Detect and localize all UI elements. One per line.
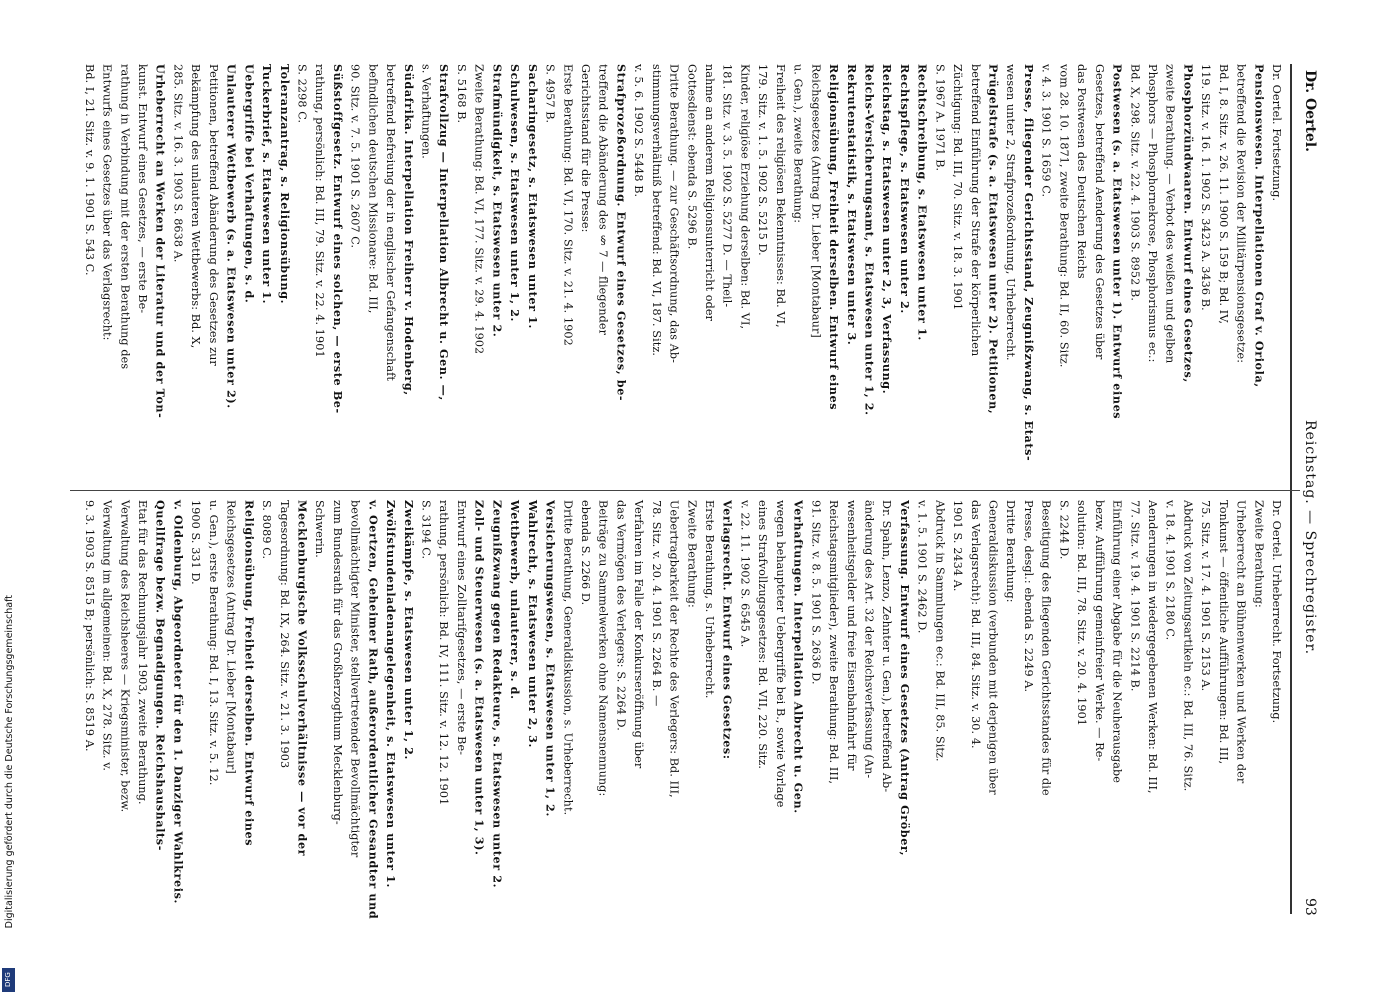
left-column-line: Gottesdienst: ebenda S. 5296 B. [685, 64, 699, 250]
left-column-line: Reichstag, s. Etatswesen unter 2, 3, Verfassung. [880, 64, 895, 395]
left-column-line: Kinder, religiöse Erziehung derselben: Bd. VI, [738, 64, 752, 330]
left-column-line: Dr. Oertel. Fortsetzung. [1270, 64, 1283, 202]
right-column-line: Beiträge zu Sammelwerken ohne Namensnennung: [596, 500, 610, 797]
left-column-line: Gerichtsstand für die Presse: [578, 64, 592, 233]
left-column-line: befindlichen deutschen Missionare: Bd. III, [366, 64, 380, 314]
right-column-line: 1901 S. 2434 A. [951, 500, 965, 592]
right-column-line: Etat für das Rechnungsjahr 1903, zweite Berathung. [136, 500, 149, 805]
dfg-logo: DFG [2, 968, 15, 992]
left-column-line: Phosphorzündwaaren. Entwurf eines Gesetzes, [1181, 64, 1196, 383]
right-column-line: solution: Bd. III, 78. Sitz. v. 20. 4. 1901 [1075, 500, 1089, 727]
left-column-line: Reichs-Versicherungsamt, s. Etatswesen unter 1, 2. [862, 64, 877, 416]
left-column-line: Postwesen (s. a. Etatswesen unter 1). Entwurf eines [1110, 64, 1125, 420]
left-column-line: Phosphors — Phosphornekrose, Phosphorismus ec.: [1145, 64, 1159, 363]
right-column-line: Verhaftungen. Interpellation Albrecht u. Gen. [791, 500, 806, 814]
right-column-line: Dritte Berathung: [1004, 500, 1018, 603]
right-column-line: wegen behaupteter Uebergriffe bei B., sowie Vorlage [773, 500, 787, 808]
left-column-line: S. 4957 B. [543, 64, 557, 124]
left-column-line: Erste Berathung: Bd. VI, 170. Sitz. v. 21. 4. 1902 [561, 64, 575, 346]
right-column-line: Einführung einer Abgabe für die Neuherausgabe [1110, 500, 1124, 784]
left-column-line: rathung, persönlich: Bd. III, 79. Sitz. v. 22. 4. 1901 [313, 64, 327, 358]
right-column-line: v. 18. 4. 1901 S. 2180 C. [1163, 500, 1177, 641]
right-column-line: das Verlagsrecht): Bd. III, 84. Sitz. v. 30. 4. [968, 500, 982, 749]
left-column-line: S. 2298 C. [295, 64, 309, 124]
left-column-line: Bd. I, 8. Sitz. v. 26. 11. 1900 S. 159 B; Bd. IV, [1216, 64, 1230, 325]
left-column-line: betreffend die Revision der Militärpensionsgesetze: [1234, 64, 1248, 364]
right-column-line: Dr. Spahn, Lenzo, Zehnter u. Gen.), betreffend Ab- [880, 500, 894, 793]
right-column-line: eines Strafvollzugsgesetzes: Bd. VII, 220. Sitz. [756, 500, 770, 770]
right-column-line: Reichstagsmitglieder), zweite Berathung: Bd. III, [827, 500, 841, 785]
right-column-line: Uebertragbarkeit der Rechte des Verlegers: Bd. III, [667, 500, 681, 798]
left-column-line: Südafrika. Interpellation Freiherr v. Hodenberg, [401, 64, 416, 396]
right-column-line: Schwerin. [313, 500, 327, 558]
left-column-line: Entwurfs eines Gesetzes über das Verlagsrecht: [100, 64, 114, 341]
left-column-line: v. 4. 3. 1901 S. 1659 C. [1039, 64, 1053, 198]
right-column-line: v. 1. 5. 1901 S. 2462 D. [915, 500, 929, 634]
left-column-line: stimmungsverhältniß betreffend: Bd. VI, 187. Sitz. [649, 64, 663, 356]
right-column-line: 9. 3. 1903 S. 8515 B; persönlich: S. 8519 A. [82, 500, 96, 752]
left-column-line: Zweite Berathung: Bd. VI, 177. Sitz. v. 29. 4. 1902 [472, 64, 486, 355]
right-column-line: Erste Berathung, s. Urheberrecht. [703, 500, 716, 699]
left-column-line: Tuckerbrief, s. Etatswesen unter 1. [260, 64, 275, 305]
right-column-line: Zweikämpfe, s. Etatswesen unter 1, 2. [401, 500, 416, 761]
right-column-line: ebenda S. 2266 D. [578, 500, 592, 606]
right-column-line: änderung des Art. 32 der Reichsverfassung (An- [862, 500, 876, 779]
right-column-line: 75. Sitz. v. 17. 4. 1901 S. 2153 A. [1199, 500, 1213, 692]
right-column-line: Verlagsrecht. Entwurf eines Gesetzes: [720, 500, 735, 760]
right-column-line: Dritte Berathung, Generaldiskussion, s. Urheberrecht. [561, 500, 575, 816]
right-column-line: Versicherungswesen, s. Etatswesen unter 1, 2. [543, 500, 558, 817]
left-column-line: Rekrutenstatistik, s. Etatswesen unter 3. [844, 64, 859, 346]
right-column-line: Verwaltung des Reichsheeres — Kriegsminister, bezw. [118, 500, 132, 813]
right-column [80, 500, 1285, 925]
left-column-line: Strafprozeßordnung. Entwurf eines Gesetzes, be- [614, 64, 629, 402]
left-column-line: Pensionswesen. Interpellationen Graf v. Oriola, [1252, 64, 1267, 388]
left-column-line: v. 5. 6. 1902 S. 5448 B. [632, 64, 646, 198]
right-column-line: 91. Sitz. v. 8. 5. 1901 S. 2636 D. [809, 500, 823, 685]
left-column-line: Süßstoffgesetz. Entwurf eines solchen, — erste Be- [330, 64, 345, 414]
left-column-line: vom 28. 10. 1871, zweite Berathung: Bd. II, 60. Sitz. [1057, 64, 1071, 368]
right-column-line: Tagesordnung: Bd. IX, 264. Sitz. v. 21. 3. 1903 [277, 500, 291, 769]
right-column-line: 1900 S. 331 D. [189, 500, 203, 585]
left-column-line: Petitionen, betreffend Abänderung des Gesetzes zur [206, 64, 220, 366]
left-column-line: kunst. Entwurf eines Gesetzes, — erste Be- [136, 64, 149, 314]
right-column-line: Verfahren im Falle der Konkurseröffnung über [632, 500, 646, 769]
right-column-line: bevollmächtigter Minister, stellvertretender Bevollmächtigter [348, 500, 362, 858]
right-column-line: rathung, persönlich: Bd. IV, 111. Sitz. v. 12. 12. 1901 [437, 500, 451, 806]
left-column-line: Rechtschreibung, s. Etatswesen unter 1. [915, 64, 930, 341]
left-column-line: Gesetzes, betreffend Aenderung des Gesetzes über [1092, 64, 1106, 360]
right-column-line: Zwölfstundenladenangelegenheit, s. Etatswesen unter 1. [384, 500, 399, 889]
right-column-line: 77. Sitz. v. 19. 4. 1901 S. 2214 B. [1128, 500, 1142, 692]
header-rule [1290, 64, 1292, 914]
right-column-line: Abdruck von Zeitungsartikeln ec.: Bd. III, 76. Sitz. [1181, 500, 1195, 792]
running-head-title: Reichstag. — Sprechregister. [1302, 420, 1318, 656]
left-column-line: s. Verhaftungen. [419, 64, 433, 159]
right-column-line: Quellfrage bezw. Begnadigungen. Reichshaushalts- [153, 500, 168, 851]
right-column-line: Mecklenburgische Volksschulverhältnisse — vor der [295, 500, 310, 857]
right-column-line: Zeugnißzwang gegen Redakteure, s. Etatswesen unter 2. [490, 500, 505, 889]
right-column-line: Beseitigung des fliegenden Gerichtsstandes für die [1039, 500, 1053, 796]
left-column-line: rathung in Verbindung mit der ersten Berathung des [118, 64, 132, 370]
left-column-line: Bd. X, 298. Sitz. v. 22. 4. 1903 S. 8952 B. [1128, 64, 1142, 301]
right-column-line: Religionsübung, Freiheit derselben. Entwurf eines [242, 500, 257, 847]
left-column-line: Reichsgesetzes (Antrag Dr. Lieber [Montabaur] [809, 64, 823, 338]
left-column-line: zweite Berathung. — Verbot des weißen und gelben [1163, 64, 1177, 364]
right-column-line: Dr. Oertel. Urheberrecht. Fortsetzung. [1270, 500, 1283, 724]
left-column [80, 64, 1285, 484]
right-column-line: Abdruck in Sammlungen ec.: Bd. III, 85. Sitz. [933, 500, 947, 762]
left-column-line: betreffend Einführung der Strafe der körperlichen [968, 64, 982, 357]
left-column-line: 181. Sitz. v. 3. 5. 1902 S. 5277 D. — Theil- [720, 64, 734, 308]
left-column-line: S. 1967 A. 1971 B. [933, 64, 947, 172]
right-column-line: Wettbewerb, unlauterer, s. d. [508, 500, 523, 700]
left-column-line: Freiheit des religiösen Bekenntnisses: Bd. VI, [773, 64, 787, 328]
right-column-line: Wahlrecht, s. Etatswesen unter 2, 3. [525, 500, 540, 749]
right-column-line: v. Oertzen, Geheimer Rath, außerordentlicher Gesandter und [366, 500, 381, 920]
right-column-line: Verfassung. Entwurf eines Gesetzes (Antrag Gröber, [897, 500, 912, 857]
left-column-line: Dritte Berathung. — zur Geschäftsordnung, das Ab- [667, 64, 681, 364]
left-column-line: nahme an anderem Religionsunterricht oder [703, 64, 716, 321]
left-column-line: 119. Sitz. v. 16. 1. 1902 S. 3423 A. 3436 B. [1199, 64, 1213, 311]
left-column-line: Bd. I, 21. Sitz. v. 9. 1. 1901 S. 543 C. [82, 64, 96, 276]
right-column-line: S. 8089 C. [260, 500, 274, 560]
column-divider [70, 490, 1300, 491]
right-column-line: u. Gen.), erste Berathung: Bd. I, 13. Sitz. v. 5. 12. [206, 500, 220, 786]
right-column-line: S. 2244 D. [1057, 500, 1071, 560]
right-column-line: Generaldiskussion (verbunden mit derjenigen über [986, 500, 1000, 795]
right-column-line: Zweite Berathung: [685, 500, 699, 608]
right-column-line: wesenheitsgelder und freie Eisenbahnfahrt für [844, 500, 858, 771]
right-column-line: Urheberrecht an Bühnenwerken und Werken der [1234, 500, 1248, 784]
left-column-line: treffend die Abänderung des § 7 — fliegender [596, 64, 610, 336]
left-column-line: Urheberrecht an Werken der Literatur und der Ton- [153, 64, 168, 419]
right-column-line: Presse, desgl.: ebenda S. 2249 A. [1021, 500, 1035, 693]
right-column-line: Tonkunst — öffentliche Aufführungen: Bd. III, [1216, 500, 1230, 765]
left-column-line: Religionsübung, Freiheit derselben. Entwurf eines [827, 64, 842, 411]
left-column-line: das Postwesen des Deutschen Reichs [1075, 64, 1089, 279]
right-column-line: v. 22. 11. 1902 S. 6545 A. [738, 500, 752, 648]
left-column-line: Schulwesen, s. Etatswesen unter 1, 2. [508, 64, 523, 322]
left-column-line: 179. Sitz. v. 1. 5. 1902 S. 5215 D. [756, 64, 770, 256]
right-column-line: Zoll- und Steuerwesen (s. a. Etatswesen unter 1, 3). [472, 500, 487, 856]
left-column-line: Uebergriffe bei Verhaftungen, s. d. [242, 64, 257, 304]
right-column-line: Entwurf eines Zolltarifgesetzes, — erste Be- [454, 500, 468, 756]
left-column-line: 285. Sitz. v. 16. 3. 1903 S. 8638 A. [171, 64, 185, 263]
left-column-line: Unlauterer Wettbewerb (s. a. Etatswesen unter 2). [224, 64, 239, 409]
right-column-line: S. 3194 C. [419, 500, 433, 560]
left-column-line: Sacharingesetz, s. Etatswesen unter 1. [525, 64, 540, 329]
right-column-line: bezw. Aufführung gemeinfreier Werke. — Re- [1092, 500, 1106, 762]
left-column-line: S. 5168 B. [454, 64, 468, 124]
right-column-line: Aenderungen in wiedergegebenen Werken: Bd. III, [1145, 500, 1159, 794]
right-column-line: Reichsgesetzes (Antrag Dr. Lieber [Montabaur] [224, 500, 238, 774]
left-column-line: Rechtspflege, s. Etatswesen unter 2. [897, 64, 912, 314]
left-column-line: Bekämpfung des unlauteren Wettbewerbs: Bd. X, [189, 64, 203, 349]
right-column-line: zum Bundesrath für das Großherzogthum Mecklenburg- [330, 500, 344, 825]
left-column-line: Presse, fliegender Gerichtsstand, Zeugnißzwang, s. Etats- [1021, 64, 1036, 462]
left-column-line: betreffend Befreiung der in englischer Gefangenschaft [384, 64, 398, 382]
right-column-line: Zweite Berathung: [1252, 500, 1266, 608]
running-head-name: Dr. Oertel. [1302, 70, 1318, 153]
digitization-note: Digitalisierung gefördert durch die Deutsche Forschungsgemeinschaft [4, 595, 15, 929]
left-column-line: Toleranzantrag, s. Religionsübung. [277, 64, 292, 305]
right-column-line: das Vermögen des Verlegers: S. 2264 D. [614, 500, 628, 731]
left-column-line: wesen unter 2, Strafprozeßordnung, Urheberrecht. [1004, 64, 1018, 361]
right-column-line: 78. Sitz. v. 20. 4. 1901 S. 2264 B. — [649, 500, 663, 707]
left-column-line: u. Gen.), zweite Berathung: [791, 64, 805, 224]
right-column-line: Verwaltung im allgemeinen: Bd. X, 278. Sitz. v. [100, 500, 114, 772]
left-column-line: Strafvollzug — Interpellation Albrecht u. Gen. —, [437, 64, 452, 401]
left-column-line: Prügelstrafe (s. a. Etatswesen unter 2). Petitionen, [986, 64, 1001, 415]
left-column-line: 90. Sitz. v. 7. 5. 1901 S. 2607 C. [348, 64, 362, 249]
right-column-line: v. Oldenburg, Abgeordneter für den 1. Danziger Wahlkreis. [171, 500, 186, 904]
left-column-line: Strafmündigkeit, s. Etatswesen unter 2. [490, 64, 505, 338]
left-column-line: Züchtigung: Bd. III, 70. Sitz. v. 18. 3. 1901 [951, 64, 965, 311]
page-number: 93 [1302, 898, 1318, 916]
